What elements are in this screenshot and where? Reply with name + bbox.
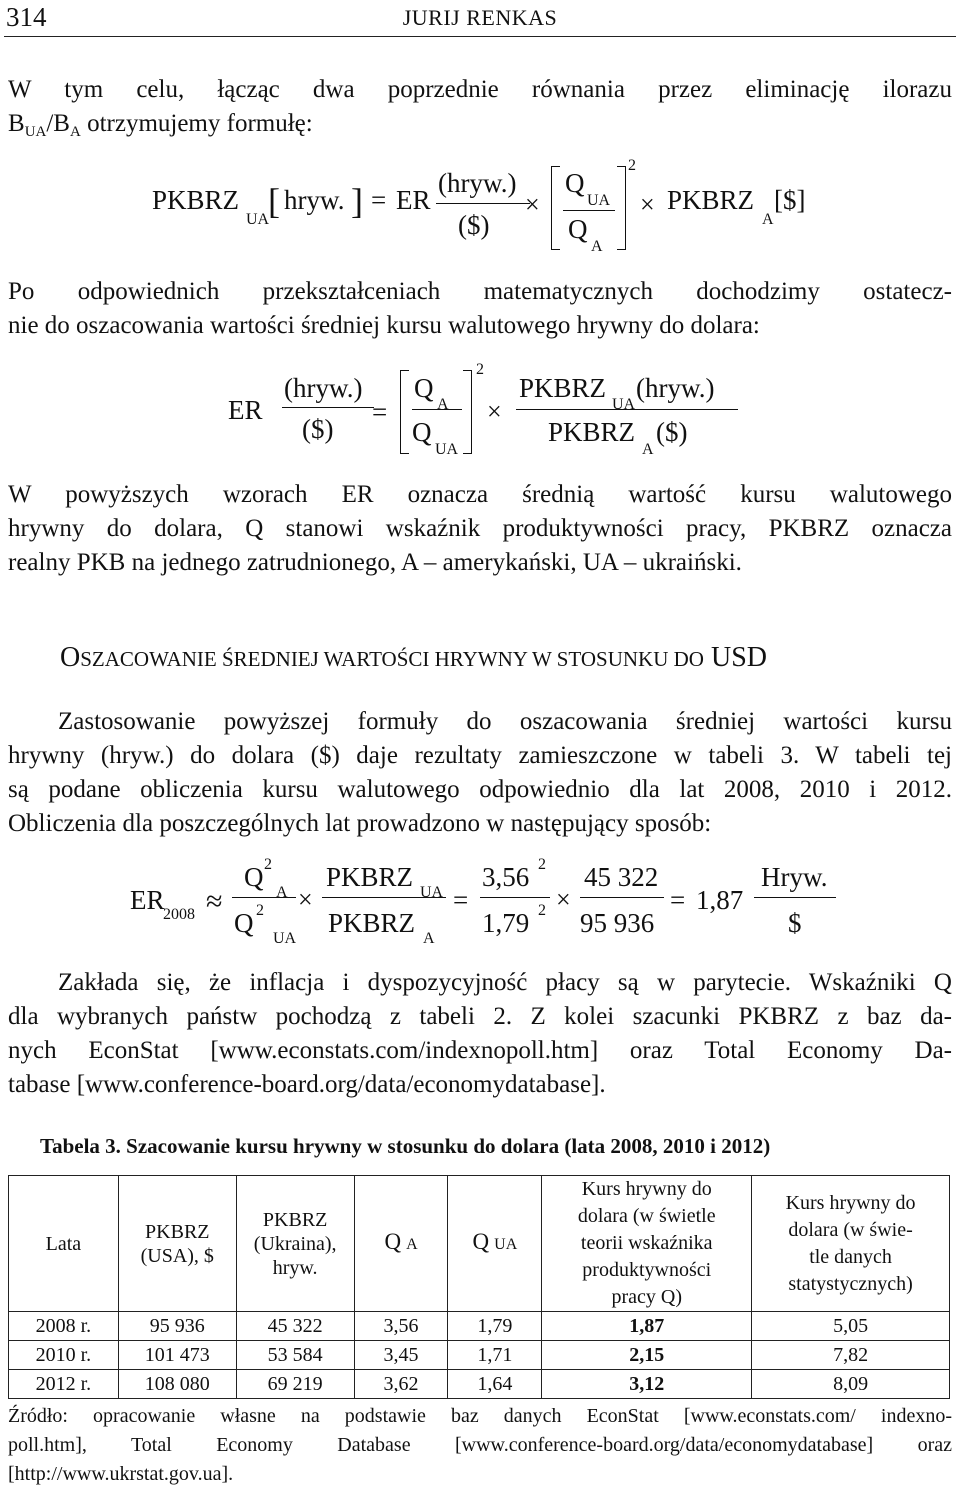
paragraph-intro	[8, 73, 952, 149]
paragraph-definitions	[8, 478, 952, 580]
section-title: OSZACOWANIE ŚREDNIEJ WARTOŚCI HRYWNY W STOSUNKU DO USD	[60, 642, 767, 673]
running-head: JURIJ RENKAS	[402, 5, 558, 30]
table-caption: Tabela 3. Szacowanie kursu hrywny w stosunku do dolara (lata 2008, 2010 i 2012)	[40, 1134, 771, 1158]
text-line: W tym celu, łącząc dwa poprzednie równania przez eliminację ilorazu	[8, 76, 952, 103]
text-line: Po odpowiednich przekształceniach matematycznych dochodzimy ostatecz-	[8, 278, 952, 305]
paragraph-transform	[8, 275, 952, 343]
header-cell: Q UA	[448, 1176, 542, 1312]
paragraph-assumptions	[8, 966, 952, 1102]
table-row: 2010 r. 101 473 53 584 3,45 1,71 2,15 7,82	[9, 1341, 950, 1370]
text-line: Obliczenia dla poszczególnych lat prowadzono w następujący sposób:	[8, 810, 712, 837]
table-row: 2012 r. 108 080 69 219 3,62 1,64 3,12 8,09	[9, 1370, 950, 1399]
text-line: W powyższych wzorach ER oznacza średnią wartość kursu walutowego	[8, 481, 952, 508]
header-cell: Lata	[9, 1176, 119, 1312]
table-row: 2008 r. 95 936 45 322 3,56 1,79 1,87 5,05	[9, 1312, 950, 1341]
header-cell: PKBRZ (USA), $	[118, 1176, 236, 1312]
page-header	[0, 0, 960, 40]
text-line: są podane obliczenia kursu walutowego odpowiednio dla lat 2008, 2010 i 2012.	[8, 776, 952, 803]
text-line: $B_{UA}/B_A$ otrzymujemy formułę:	[8, 110, 313, 140]
text-line: nie do oszacowania wartości średniej kursu walutowego hrywny do dolara:	[8, 312, 760, 339]
text-line: tabase [www.conference-board.org/data/economydatabase].	[8, 1071, 606, 1098]
text-line: realny PKB na jednego zatrudnionego, A – amerykański, UA – ukraiński.	[8, 549, 742, 576]
text-line: Zastosowanie powyższej formuły do oszacowania średniej wartości kursu	[58, 708, 952, 735]
text-line: [http://www.ukrstat.gov.ua].	[8, 1463, 234, 1485]
page-number: 314	[6, 2, 47, 32]
table-header-row	[9, 1176, 950, 1312]
header-cell: Kurs hrywny do dolara (w świe- tle danych statystycznych)	[752, 1176, 950, 1312]
text-line: dla wybranych państw pochodzą z tabeli 2. Z kolei szacunki PKBRZ z baz da-	[8, 1003, 952, 1030]
text-line: hrywny (hryw.) do dolara ($) daje rezultaty zamieszczone w tabeli 3. W tabeli tej	[8, 742, 952, 769]
source-note	[8, 1402, 952, 1489]
header-rule	[4, 36, 956, 37]
paragraph-application	[8, 705, 952, 841]
text-line: poll.htm], Total Economy Database [www.conference-board.org/data/economydatabase] oraz	[8, 1434, 952, 1456]
header-cell: PKBRZ (Ukraina), hryw.	[236, 1176, 354, 1312]
text-line: nych EconStat [www.econstats.com/indexnopoll.htm] oraz Total Economy Da-	[8, 1037, 952, 1064]
text-line: hrywny do dolara, Q stanowi wskaźnik produktywności pracy, PKBRZ oznacza	[8, 515, 952, 542]
results-table	[8, 1175, 950, 1399]
text-line: Zakłada się, że inflacja i dyspozycyjność płacy są w parytecie. Wskaźniki Q	[58, 969, 952, 996]
header-cell: Q A	[354, 1176, 448, 1312]
text-line: Źródło: opracowanie własne na podstawie baz danych EconStat [www.econstats.com/ indexno-	[8, 1405, 952, 1427]
header-cell: Kurs hrywny do dolara (w świetle teorii wskaźnika produktywności pracy Q)	[542, 1176, 752, 1312]
